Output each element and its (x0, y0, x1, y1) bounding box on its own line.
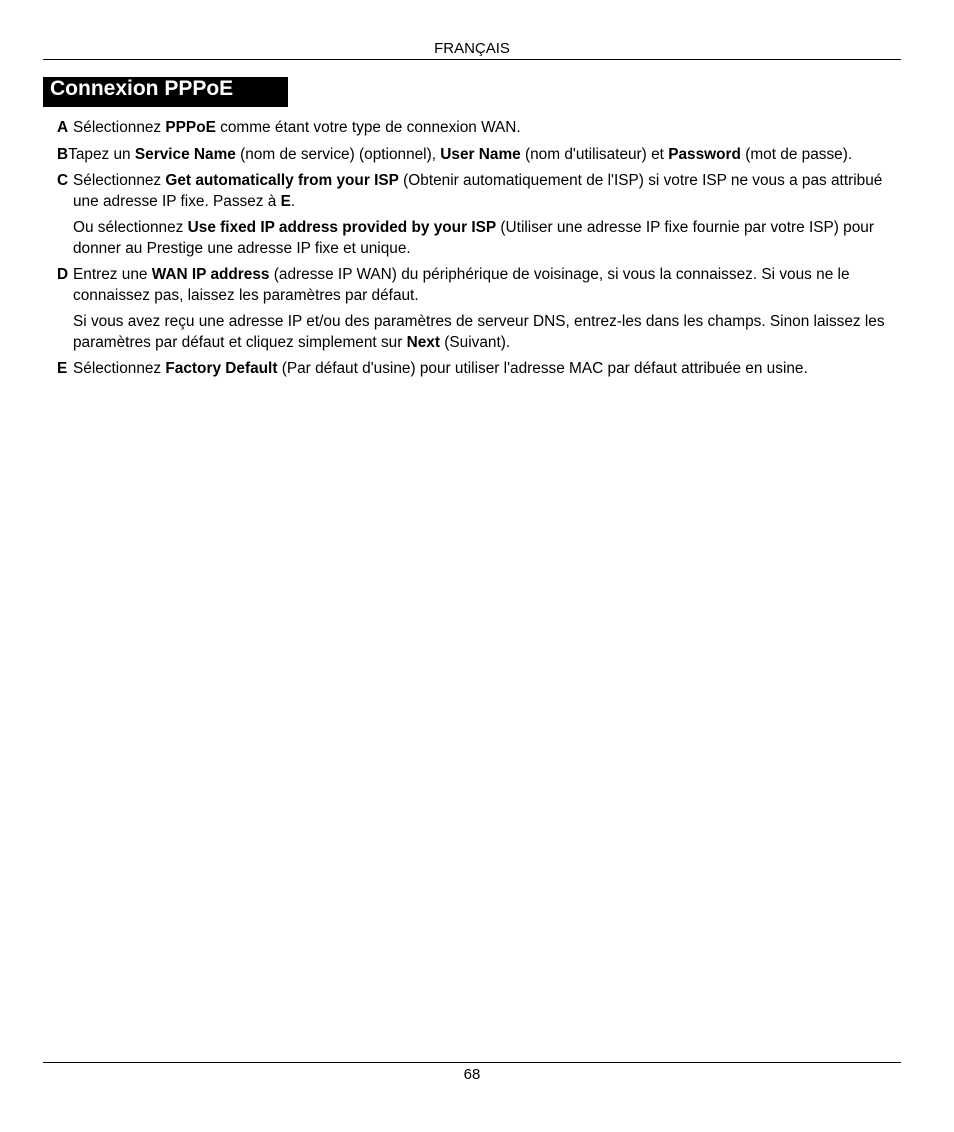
step-a: A Sélectionnez PPPoE comme étant votre type de connexion WAN. (57, 118, 895, 139)
page-header-language: FRANÇAIS (434, 40, 510, 57)
step-letter: B (57, 145, 69, 163)
step-d-continued: Si vous avez reçu une adresse IP et/ou des paramètres de serveur DNS, entrez-les dans les champs. Sinon laissez les paramètres par défaut et cliquez simplement sur Next (Suivant). (73, 313, 885, 351)
step-c-continued: Ou sélectionnez Use fixed IP address provided by your ISP (Utiliser une adresse IP fixe fournie par votre ISP) pour donner au Prestige une adresse IP fixe et unique. (73, 219, 874, 257)
instructions (57, 118, 895, 386)
step-c: C Sélectionnez Get automatically from your ISP (Obtenir automatiquement de l'ISP) si votre ISP ne vous a pas attribué une adresse IP fixe. Passez à E. (57, 172, 883, 210)
section-title: Connexion PPPoE (43, 77, 288, 107)
step-d: D Entrez une WAN IP address (adresse IP WAN) du périphérique de voisinage, si vous la connaissez. Si vous ne le connaissez pas, laissez les paramètres par défaut. (57, 266, 850, 304)
step-b: BTapez un Service Name (nom de service) (optionnel), User Name (nom d'utilisateur) et Password (mot de passe). (57, 145, 895, 166)
step-letter: D (57, 266, 69, 283)
step-letter: E (57, 360, 68, 377)
step-letter: C (57, 172, 69, 189)
footer-rule (43, 1062, 901, 1063)
header-rule (43, 59, 901, 60)
step-e: E Sélectionnez Factory Default (Par défaut d'usine) pour utiliser l'adresse MAC par défaut attribuée en usine. (57, 359, 895, 380)
step-letter: A (57, 119, 69, 136)
page-number: 68 (463, 1066, 481, 1083)
